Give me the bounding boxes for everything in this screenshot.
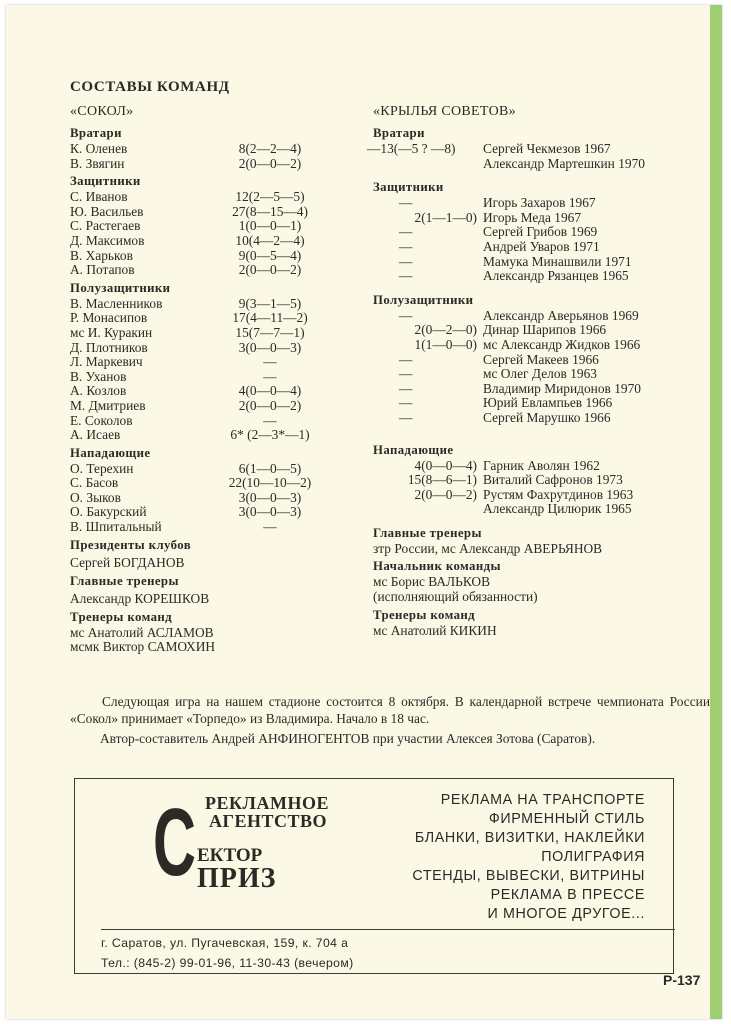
- player-name: Л. Маркевич: [70, 354, 143, 370]
- player-name: Владимир Миридонов 1970: [483, 380, 641, 396]
- player-row: [373, 367, 703, 382]
- player-stat: —: [399, 268, 413, 284]
- player-row: [70, 399, 350, 414]
- player-name: Сергей Макеев 1966: [483, 351, 599, 367]
- player-stat: 17(4—11—2): [232, 310, 308, 326]
- player-row: [367, 142, 703, 157]
- section-head-coaches: Главные тренеры: [70, 573, 179, 588]
- player-name: Сергей Грибов 1969: [483, 224, 598, 240]
- player-stat: [373, 157, 483, 172]
- player-row: [70, 219, 350, 234]
- player-row: [70, 414, 350, 429]
- player-stat: —: [399, 195, 413, 211]
- player-name: В. Уханов: [70, 368, 127, 384]
- agency-name-priz: ПРИЗ: [197, 863, 277, 894]
- player-name: О. Бакурский: [70, 504, 147, 520]
- ad-phone: Тел.: (845-2) 99-01-96, 11-30-43 (вечером): [101, 956, 354, 970]
- green-edge-strip: [710, 5, 722, 1019]
- player-name: С. Басов: [70, 475, 119, 491]
- player-name: Виталий Сафронов 1973: [483, 472, 623, 488]
- team-name-krylya: «КРЫЛЬЯ СОВЕТОВ»: [373, 104, 516, 119]
- player-row: [70, 311, 350, 326]
- player-row: [373, 338, 703, 353]
- player-row: [70, 234, 350, 249]
- player-stat: 15(8—6—1): [407, 472, 477, 488]
- player-stat: —: [263, 354, 277, 370]
- player-stat: 3(0—0—3): [238, 339, 302, 355]
- player-name: Игорь Меда 1967: [483, 209, 582, 225]
- player-row: [70, 263, 350, 278]
- player-stat: —: [263, 412, 277, 428]
- player-row: [70, 297, 350, 312]
- section-goalkeepers: Вратари: [373, 126, 425, 140]
- player-name: Рустям Фахрутдинов 1963: [483, 486, 634, 502]
- player-name: мс И. Куракин: [70, 324, 153, 340]
- section-goalkeepers: Вратари: [70, 126, 122, 140]
- head-coach-name: зтр России, мс Александр АВЕРЬЯНОВ: [373, 540, 603, 556]
- player-row: [70, 505, 350, 520]
- player-stat: 2(0—0—2): [238, 397, 302, 413]
- player-stat: 2(0—0—2): [238, 262, 302, 278]
- player-stat: 1(0—0—1): [238, 218, 302, 234]
- player-name: Александр Мартешкин 1970: [483, 155, 645, 171]
- player-stat: —: [399, 307, 413, 323]
- player-stat: —: [263, 519, 277, 535]
- player-name: В. Масленников: [70, 295, 163, 311]
- player-row: [70, 341, 350, 356]
- player-stat: —: [399, 253, 413, 269]
- service-item: ФИРМЕННЫЙ СТИЛЬ: [488, 811, 645, 827]
- team-chief-note: (исполняющий обязанности): [373, 589, 538, 605]
- player-row: [70, 142, 350, 157]
- team-name-sokol: «СОКОЛ»: [70, 104, 134, 119]
- player-name: С. Растегаев: [70, 218, 141, 234]
- player-stat: 9(3—1—5): [238, 295, 302, 311]
- player-stat: 2(0—2—0): [414, 322, 477, 338]
- service-item: ПОЛИГРАФИЯ: [541, 849, 645, 865]
- player-stat: 2(0—0—2): [238, 155, 302, 171]
- service-item: БЛАНКИ, ВИЗИТКИ, НАКЛЕЙКИ: [414, 830, 645, 846]
- player-name: мс Олег Делов 1963: [483, 366, 597, 382]
- player-stat: 4(0—0—4): [414, 457, 477, 473]
- player-name: В. Харьков: [70, 247, 133, 263]
- service-item: РЕКЛАМА В ПРЕССЕ: [490, 887, 645, 903]
- player-stat: —: [399, 409, 413, 425]
- player-name: Р. Монасипов: [70, 310, 148, 326]
- section-forwards: Нападающие: [70, 445, 151, 460]
- service-item: РЕКЛАМА НА ТРАНСПОРТЕ: [440, 792, 645, 808]
- player-stat: 12(2—5—5): [235, 189, 305, 205]
- section-midfielders: Полузащитники: [373, 292, 474, 307]
- player-row: [373, 353, 703, 368]
- announcement: [70, 693, 710, 747]
- player-row: [373, 502, 703, 517]
- player-name: А. Потапов: [70, 262, 135, 278]
- player-name: О. Зыков: [70, 489, 121, 505]
- agency-title-line2: АГЕНТСТВО: [209, 811, 327, 831]
- player-row: [373, 396, 703, 411]
- player-stat: 2(1—1—0): [414, 209, 477, 225]
- player-row: [70, 491, 350, 506]
- player-name: мс Александр Жидков 1966: [483, 336, 641, 352]
- player-name: О. Терехин: [70, 460, 134, 476]
- player-row: [373, 309, 703, 324]
- player-row: [373, 459, 703, 474]
- section-midfielders: Полузащитники: [70, 280, 171, 295]
- player-stat: —: [399, 238, 413, 254]
- team-chief-name: мс Борис ВАЛЬКОВ: [373, 574, 491, 590]
- player-name: Д. Максимов: [70, 232, 145, 248]
- player-stat: 27(8—15—4): [232, 203, 308, 219]
- player-name: Ю. Васильев: [70, 203, 144, 219]
- player-row: [70, 428, 350, 443]
- player-row: [373, 211, 703, 226]
- player-stat: 6* (2—3*—1): [230, 427, 310, 443]
- player-name: Е. Соколов: [70, 412, 133, 428]
- advertisement-box: [74, 778, 674, 974]
- player-row: [70, 157, 350, 172]
- player-name: Сергей Чекмезов 1967: [483, 141, 611, 156]
- player-name: Динар Шарипов 1966: [483, 322, 607, 338]
- player-row: [70, 462, 350, 477]
- sokol-column: [70, 104, 350, 655]
- coach-name: мсмк Виктор САМОХИН: [70, 639, 216, 655]
- page-title: СОСТАВЫ КОМАНД: [70, 79, 230, 95]
- agency-title-line1: РЕКЛАМНОЕ: [205, 793, 329, 813]
- section-forwards: Нападающие: [373, 442, 454, 457]
- player-name: Гарник Аволян 1962: [483, 457, 600, 473]
- player-row: [373, 196, 703, 211]
- section-defenders: Защитники: [373, 180, 444, 195]
- player-row: [70, 476, 350, 491]
- player-name: Юрий Евлампьев 1966: [483, 395, 613, 411]
- service-item: СТЕНДЫ, ВЫВЕСКИ, ВИТРИНЫ: [412, 868, 645, 884]
- section-presidents: Президенты клубов: [70, 537, 192, 552]
- page-number: Р-137: [663, 972, 701, 988]
- player-row: [373, 157, 703, 172]
- player-row: [373, 382, 703, 397]
- player-stat: 15(7—7—1): [235, 324, 305, 340]
- player-row: [70, 370, 350, 385]
- player-name: М. Дмитриев: [70, 397, 146, 413]
- player-stat: 8(2—2—4): [238, 141, 302, 156]
- ad-contacts: [101, 933, 354, 973]
- player-name: В. Звягин: [70, 155, 125, 171]
- player-row: [373, 240, 703, 255]
- section-team-chief: Начальник команды: [373, 559, 501, 574]
- player-stat: 3(0—0—3): [238, 504, 302, 520]
- section-team-coaches: Тренеры команд: [70, 609, 173, 624]
- player-name: Сергей Марушко 1966: [483, 409, 611, 425]
- player-stat: 10(4—2—4): [235, 232, 305, 248]
- player-row: [373, 269, 703, 284]
- player-row: [70, 326, 350, 341]
- player-stat: —: [399, 351, 413, 367]
- player-name: Александр Рязанцев 1965: [483, 268, 629, 284]
- player-name: С. Иванов: [70, 189, 128, 205]
- player-stat: 9(0—5—4): [238, 247, 302, 263]
- ad-divider: [101, 929, 675, 930]
- player-row: [373, 225, 703, 240]
- player-row: [373, 488, 703, 503]
- player-name: Игорь Захаров 1967: [483, 195, 596, 211]
- logo-big-letter: С: [153, 789, 196, 896]
- player-stat: —: [399, 224, 413, 240]
- agency-name-sector: ЕКТОР: [197, 845, 263, 866]
- player-name: Д. Плотников: [70, 339, 148, 355]
- player-row: [373, 323, 703, 338]
- player-stat: 6(1—0—5): [238, 460, 302, 476]
- author-credit: Автор-составитель Андрей АНФИНОГЕНТОВ при участии Алексея Зотова (Саратов).: [100, 731, 596, 746]
- next-game-text: Следующая игра на нашем стадионе состоится 8 октября. В календарной встрече чемпионата России «Сокол» принимает «Торпедо» из Владимира. Начало в 18 час.: [70, 694, 710, 726]
- coach-name: мс Анатолий АСЛАМОВ: [70, 624, 214, 640]
- player-stat: —: [263, 368, 277, 384]
- coach-name: мс Анатолий КИКИН: [373, 622, 497, 638]
- player-row: [70, 520, 350, 535]
- section-team-coaches: Тренеры команд: [373, 607, 476, 622]
- player-name: А. Исаев: [70, 427, 121, 443]
- player-name: Мамука Минашвили 1971: [483, 253, 632, 269]
- player-stat: 4(0—0—4): [238, 383, 302, 399]
- player-stat: 3(0—0—3): [238, 489, 302, 505]
- section-head-coaches: Главные тренеры: [373, 525, 482, 540]
- player-row: [70, 190, 350, 205]
- player-row: [70, 355, 350, 370]
- player-name: А. Козлов: [70, 383, 127, 399]
- player-name: Александр Аверьянов 1969: [483, 307, 639, 323]
- player-row: [373, 411, 703, 426]
- player-name: К. Оленев: [70, 141, 128, 156]
- player-row: [70, 249, 350, 264]
- player-row: [70, 205, 350, 220]
- ad-address: г. Саратов, ул. Пугачевская, 159, к. 704 а: [101, 936, 349, 950]
- services-list: [412, 791, 645, 924]
- krylya-column: [367, 104, 703, 638]
- player-stat: —: [399, 395, 413, 411]
- player-name: Андрей Уваров 1971: [483, 238, 600, 254]
- service-item: И МНОГОЕ ДРУГОЕ...: [487, 906, 645, 922]
- player-row: [70, 384, 350, 399]
- player-name: Александр Цилюрик 1965: [483, 501, 632, 517]
- player-stat: 1(1—0—0): [414, 336, 477, 352]
- player-row: [373, 255, 703, 270]
- player-stat: —: [399, 380, 413, 396]
- player-stat: —13(—5 ? —8): [367, 141, 456, 156]
- player-row: [373, 473, 703, 488]
- head-coach-name: Александр КОРЕШКОВ: [70, 590, 210, 606]
- player-stat: 2(0—0—2): [414, 486, 477, 502]
- player-stat: —: [399, 366, 413, 382]
- player-stat: 22(10—10—2): [228, 475, 312, 491]
- section-defenders: Защитники: [70, 174, 141, 189]
- player-stat: [373, 502, 483, 517]
- player-name: В. Шпитальный: [70, 519, 162, 535]
- president-name: Сергей БОГДАНОВ: [70, 554, 185, 570]
